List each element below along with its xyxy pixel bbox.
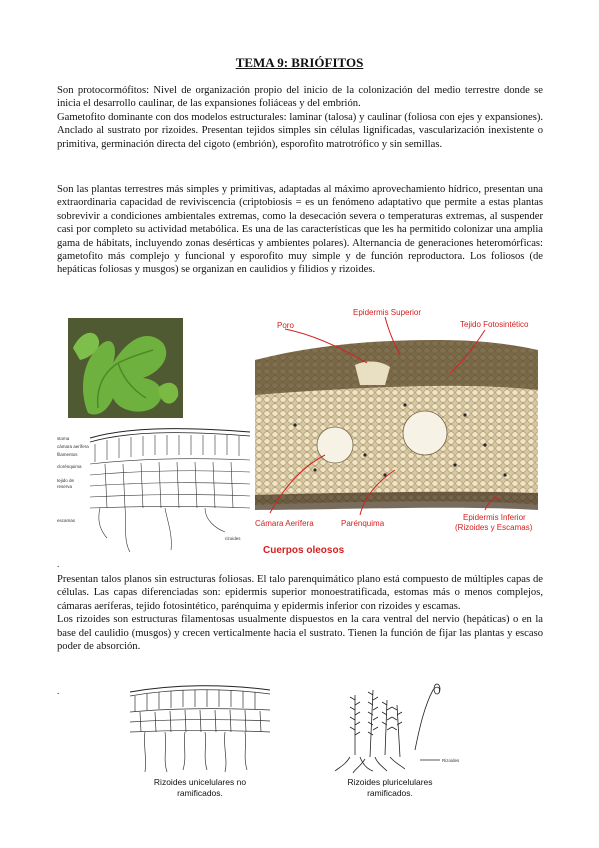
caption-pluricelulares-line-1: Rizoides pluricelulares [347, 777, 433, 787]
label-camara-aerifera: Cámara Aerífera [255, 519, 314, 528]
liverwort-photo [68, 318, 183, 418]
intro-paragraph-2: Gametofito dominante con dos modelos estructurales: laminar (talosa) y caulinar (foliosa con ejes y expansiones). Anclado al sustrato por rizoides. Presentan tejidos simples sin células lignificadas, vascularización inexistente o primitiva, germinación directa del cigoto (embrión), esporofito matrotrófico y sin semillas. [57, 111, 543, 150]
caption-unicelulares-line-1: Rizoides unicelulares no [153, 777, 247, 787]
separator-dot: . [57, 559, 60, 569]
caption-pluricelulares [325, 777, 455, 799]
caption-pluricelulares-line-2: ramificados. [367, 788, 413, 798]
description-section [57, 183, 543, 277]
page-title: TEMA 9: BRIÓFITOS [235, 55, 364, 70]
description-paragraph: Son las plantas terrestres más simples y primitivas, adaptadas al máximo aprovechamiento hídrico, presentan una extraordinaria capacidad de reviviscencia (criptobiosis = es un fenómeno adaptativo que permite a estas plantas sobrevivir a condiciones ambientales extremas, como la desecación severa o temperaturas extremas, al suspender casi por completo su actividad metabólica. Es una de las características que les ha permitido colonizar una amplia gama de hábitats, incluyendo zonas desérticas y ambientes polares). Alternancia de generaciones heteromórficas: gametofito más complejo y funcional y esporofito muy simple y de función reproductora. Los foliosos (de hepáticas foliosas y musgos) se organizan en caulidios y filidios y rizoides. [57, 184, 543, 276]
label-epidermis-inferior: Epidermis Inferior [463, 513, 526, 522]
intro-section [57, 84, 543, 151]
svg-text:reserva: reserva [57, 484, 73, 489]
talos-section [57, 573, 543, 653]
caption-unicelulares [135, 777, 265, 799]
unicellular-rhizoids-drawing [125, 682, 275, 774]
rizoides-tag: Rizoides [442, 758, 460, 763]
thallus-drawing [55, 420, 255, 555]
label-rizoides-escamas: (Rizoides y Escamas) [455, 523, 533, 532]
pluricellular-rhizoids-drawing [325, 675, 460, 775]
svg-text:cámara aerífera: cámara aerífera [57, 444, 89, 449]
thallus-micrograph [255, 305, 538, 567]
label-cuerpos-oleosos: Cuerpos oleosos [263, 545, 345, 556]
label-parenquima: Parénquima [341, 519, 385, 528]
label-poro: Poro [277, 321, 294, 330]
label-epidermis-superior: Epidermis Superior [353, 308, 422, 317]
svg-text:filamentos: filamentos [57, 452, 78, 457]
intro-paragraph-1: Son protocormófitos: Nivel de organización propio del inicio de la colonización del medio terrestre donde se inicia el desarrollo caulinar, de las expansiones foliáceas y del embrión. [57, 85, 543, 110]
svg-text:clorénquima: clorénquima [57, 464, 82, 469]
svg-text:escamas: escamas [57, 518, 76, 523]
svg-text:tejido de: tejido de [57, 478, 75, 483]
svg-text:rizoides: rizoides [225, 536, 241, 541]
label-tejido-fotosintetico: Tejido Fotosintético [460, 320, 529, 329]
separator-dot-2: . [57, 686, 60, 696]
talos-paragraph: Presentan talos planos sin estructuras foliosas. El talo parenquimático plano está compuesto de múltiples capas de células. Las capas diferenciadas son: epidermis superior monoestratificada, estomas más o menos complejos, cámaras aeríferas, tejido fotosintético, parénquima y epidermis inferior con rizoides y escamas. [57, 574, 543, 612]
caption-unicelulares-line-2: ramificados. [177, 788, 223, 798]
svg-text:stoma: stoma [57, 436, 70, 441]
rizoides-paragraph: Los rizoides son estructuras filamentosas usualmente dispuestos en la cara ventral del nervio (hepáticas) o en la base del caulidio (musgos) y crecen verticalmente hacia el sustrato. Tienen la función de fijar las plantas y escaso poder de absorción. [57, 614, 543, 653]
